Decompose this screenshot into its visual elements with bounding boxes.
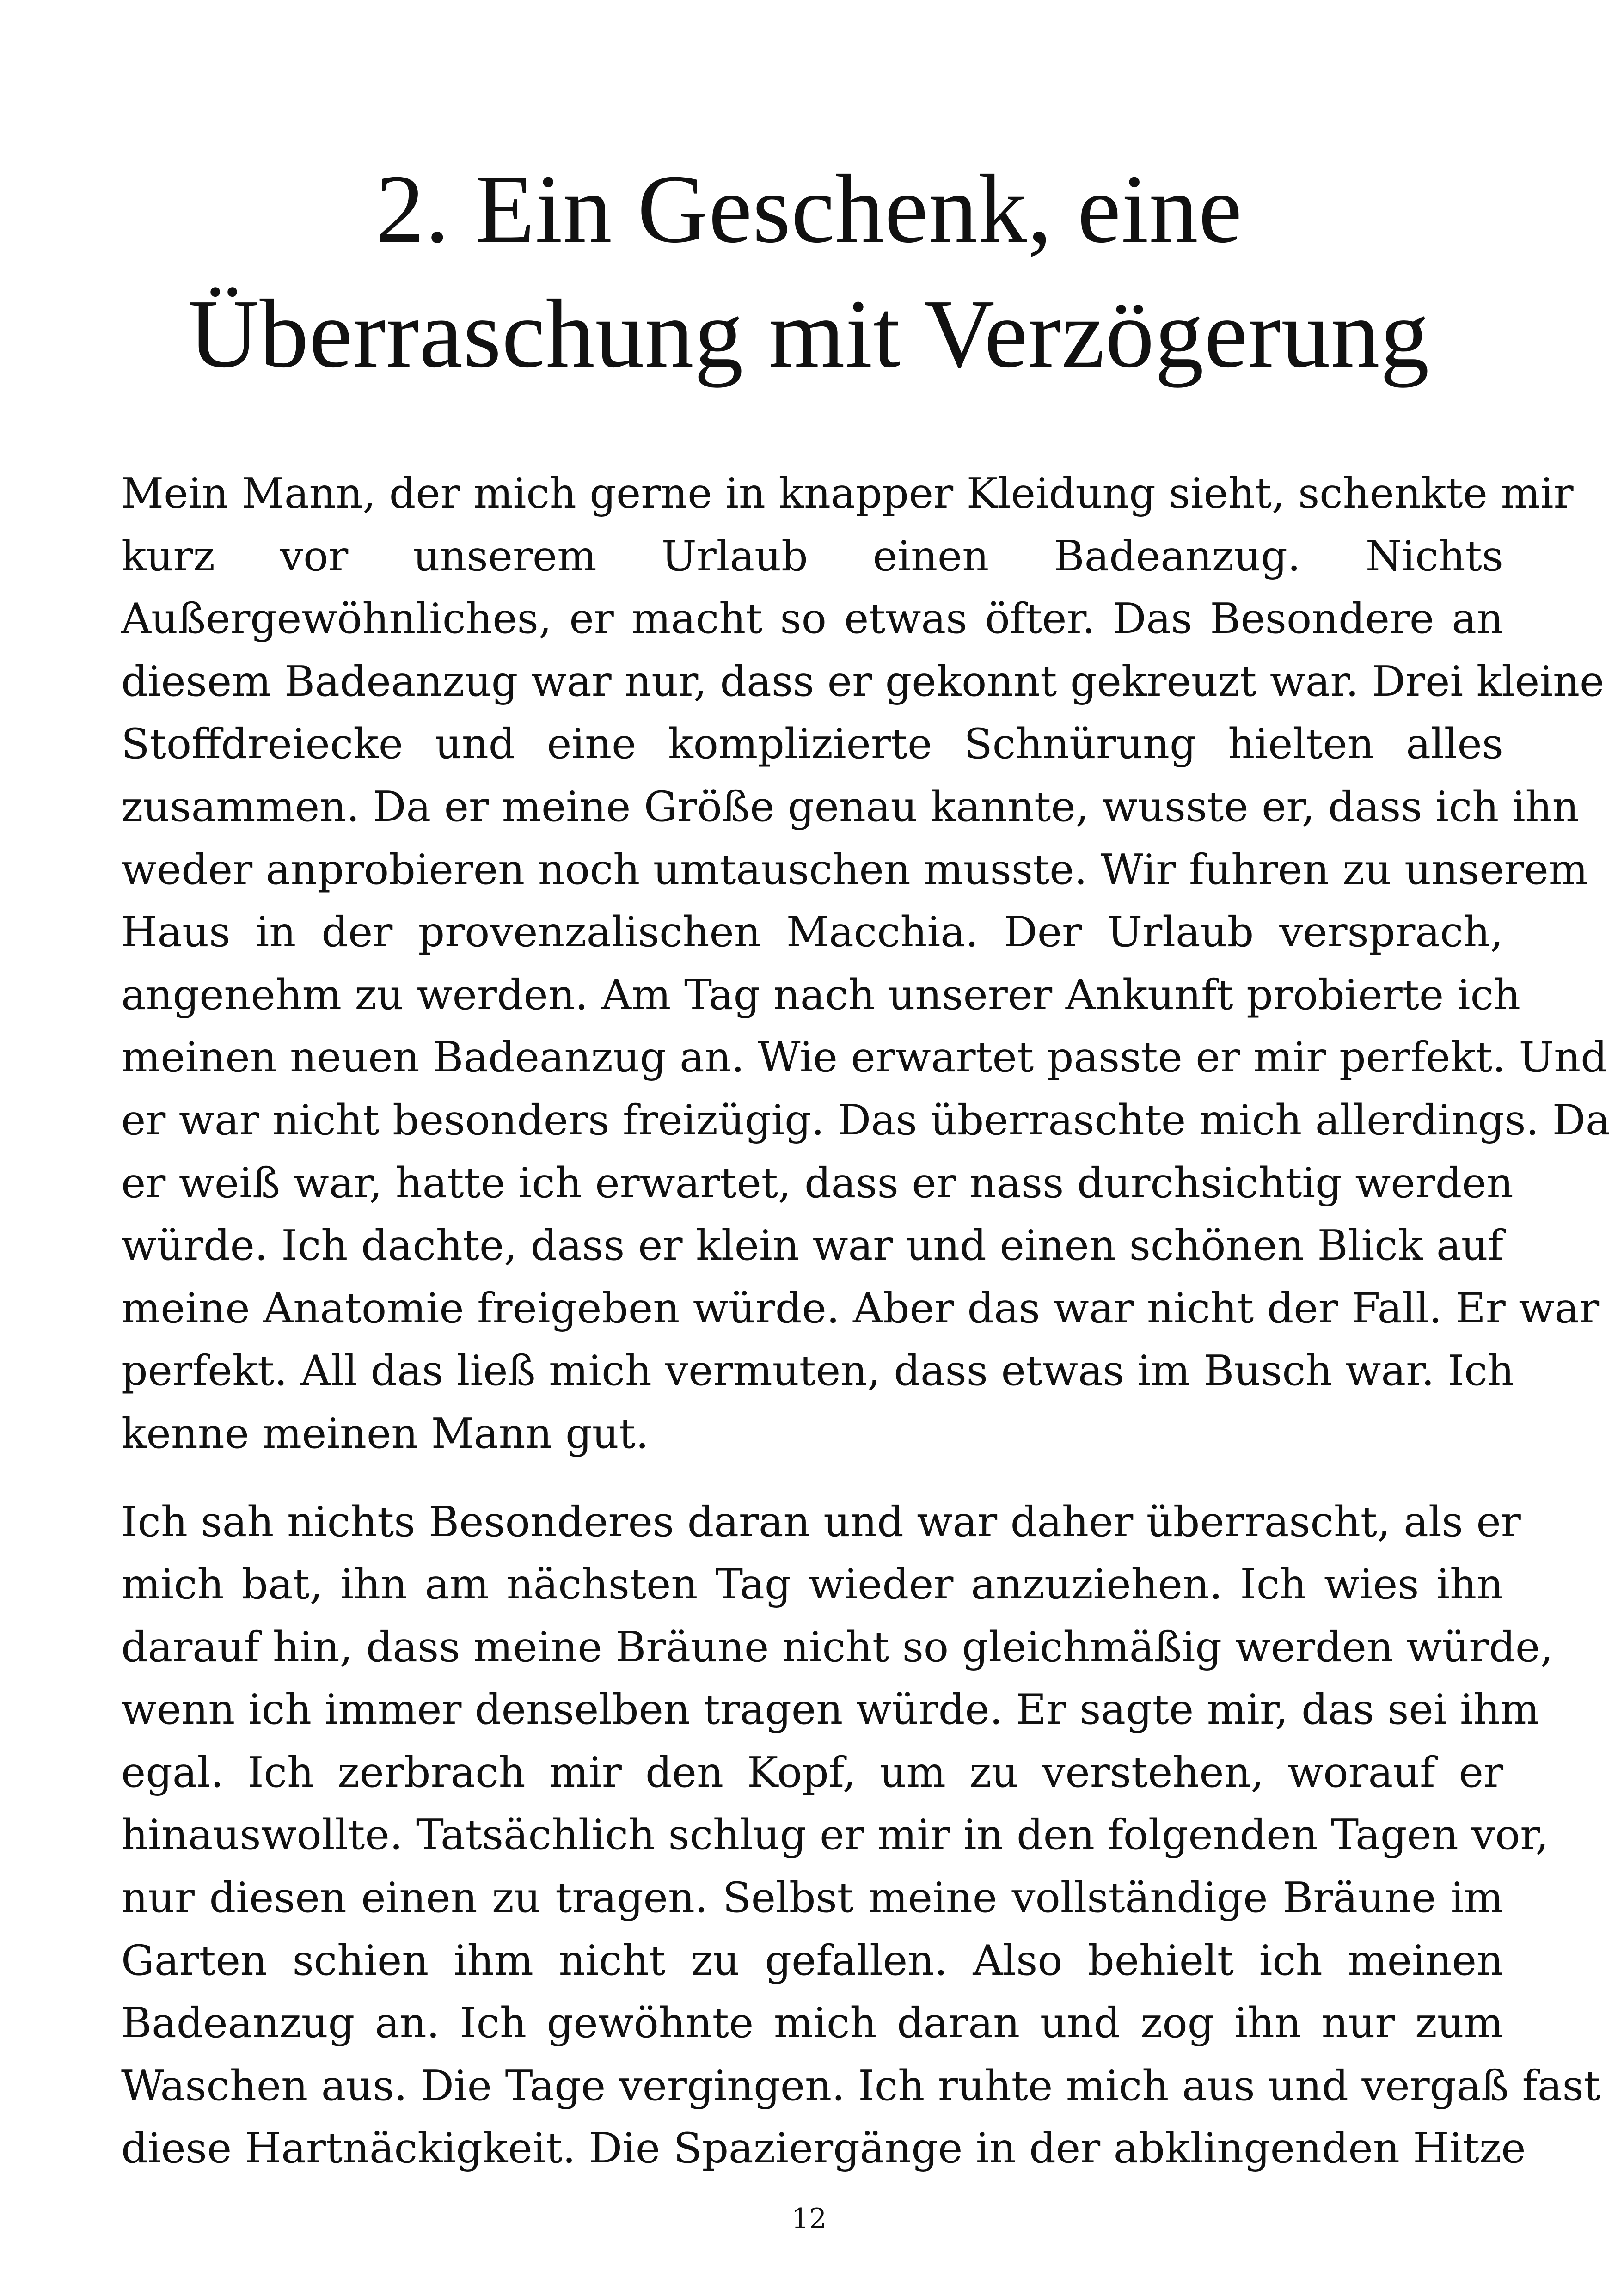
text-line: würde. Ich dachte, dass er klein war und einen schönen Blick auf xyxy=(121,1221,1503,1270)
text-line: er weiß war, hatte ich erwartet, dass er nass durchsichtig werden xyxy=(121,1158,1514,1207)
text-line: diese Hartnäckigkeit. Die Spaziergänge in der abklingenden Hitze xyxy=(121,2124,1526,2173)
chapter-body xyxy=(121,462,1611,2180)
text-line: egal. Ich zerbrach mir den Kopf, um zu verstehen, worauf er xyxy=(121,1748,1503,1797)
text-line: er war nicht besonders freizügig. Das überraschte mich allerdings. Da xyxy=(121,1096,1611,1145)
text-line: wenn ich immer denselben tragen würde. Er sagte mir, das sei ihm xyxy=(121,1685,1540,1734)
text-line: kenne meinen Mann gut. xyxy=(121,1409,649,1458)
text-line: perfekt. All das ließ mich vermuten, dass etwas im Busch war. Ich xyxy=(121,1347,1514,1396)
paragraph-spacing xyxy=(121,1465,1503,1491)
text-line: nur diesen einen zu tragen. Selbst meine vollständige Bräune im xyxy=(121,1874,1503,1923)
text-line: Garten schien ihm nicht zu gefallen. Also behielt ich meinen xyxy=(121,1936,1503,1985)
text-line: Waschen aus. Die Tage vergingen. Ich ruhte mich aus und vergaß fast xyxy=(121,2061,1600,2110)
text-line: darauf hin, dass meine Bräune nicht so gleichmäßig werden würde, xyxy=(121,1623,1553,1671)
paragraph-2 xyxy=(121,1491,1600,2180)
chapter-title xyxy=(92,147,1526,396)
chapter-title-line: Überraschung mit Verzögerung xyxy=(188,279,1430,388)
text-line: diesem Badeanzug war nur, dass er gekonnt gekreuzt war. Drei kleine xyxy=(121,657,1605,706)
text-line: mich bat, ihn am nächsten Tag wieder anzuziehen. Ich wies ihn xyxy=(121,1560,1503,1609)
text-line: angenehm zu werden. Am Tag nach unserer Ankunft probierte ich xyxy=(121,970,1520,1019)
text-line: Außergewöhnliches, er macht so etwas öfter. Das Besondere an xyxy=(121,594,1503,643)
text-line: zusammen. Da er meine Größe genau kannte, wusste er, dass ich ihn xyxy=(121,782,1579,831)
chapter-title-line: 2. Ein Geschenk, eine xyxy=(375,154,1243,263)
text-line: Mein Mann, der mich gerne in knapper Kleidung sieht, schenkte mir xyxy=(121,469,1574,518)
paragraph-1 xyxy=(121,462,1611,1465)
text-line: weder anprobieren noch umtauschen musste. Wir fuhren zu unserem xyxy=(121,845,1588,894)
text-line: Haus in der provenzalischen Macchia. Der Urlaub versprach, xyxy=(121,908,1503,957)
text-line: meine Anatomie freigeben würde. Aber das war nicht der Fall. Er war xyxy=(121,1284,1600,1333)
text-line: Ich sah nichts Besonderes daran und war daher überrascht, als er xyxy=(121,1497,1521,1546)
text-line: Badeanzug an. Ich gewöhnte mich daran und zog ihn nur zum xyxy=(121,1999,1503,2048)
text-line: hinauswollte. Tatsächlich schlug er mir in den folgenden Tagen vor, xyxy=(121,1811,1549,1860)
text-line: kurz vor unserem Urlaub einen Badeanzug. Nichts xyxy=(121,532,1503,581)
text-line: Stoffdreiecke und eine komplizierte Schnürung hielten alles xyxy=(121,720,1503,769)
text-line: meinen neuen Badeanzug an. Wie erwartet passte er mir perfekt. Und xyxy=(121,1033,1607,1082)
page-number: 12 xyxy=(791,2203,827,2235)
